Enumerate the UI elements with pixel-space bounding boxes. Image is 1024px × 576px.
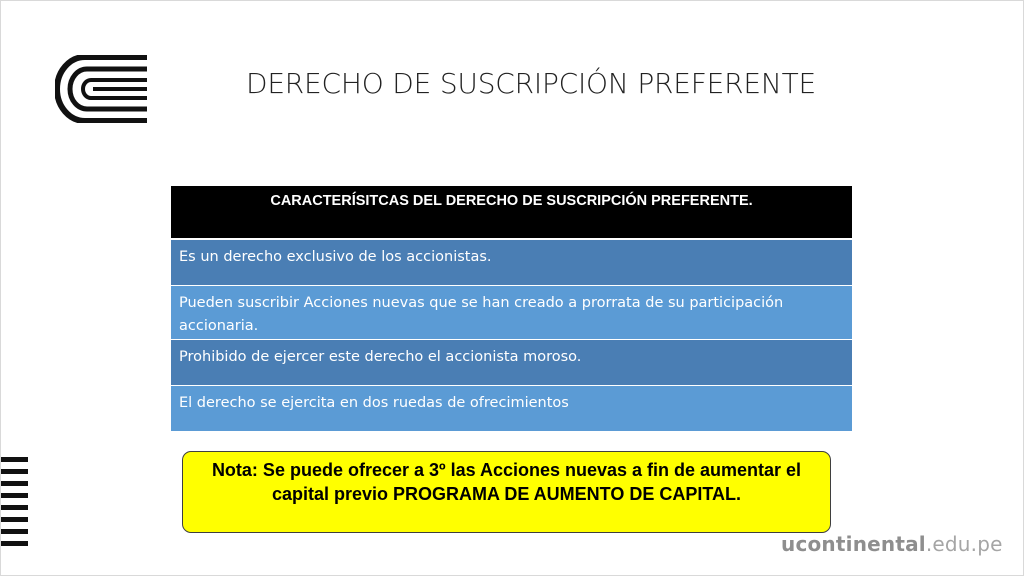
note-box: Nota: Se puede ofrecer a 3º las Acciones nuevas a fin de aumentar el capital previo PROGRAMA DE AUMENTO DE CAPITAL. bbox=[182, 451, 831, 533]
table-header: CARACTERÍSITCAS DEL DERECHO DE SUSCRIPCIÓN PREFERENTE. bbox=[171, 186, 852, 240]
brand-watermark bbox=[781, 532, 1003, 556]
slide-title: DERECHO DE SUSCRIPCIÓN PREFERENTE bbox=[245, 67, 817, 100]
table-row: Pueden suscribir Acciones nuevas que se han creado a prorrata de su participación accionaria. bbox=[171, 286, 852, 340]
characteristics-table bbox=[171, 186, 852, 431]
stripes-decoration-icon bbox=[1, 457, 29, 547]
table-row: Prohibido de ejercer este derecho el accionista moroso. bbox=[171, 340, 852, 386]
table-row: El derecho se ejercita en dos ruedas de ofrecimientos bbox=[171, 386, 852, 431]
ucontinental-logo-icon bbox=[55, 55, 147, 123]
table-row: Es un derecho exclusivo de los accionistas. bbox=[171, 240, 852, 286]
brand-name: ucontinental bbox=[781, 532, 926, 556]
brand-domain: .edu.pe bbox=[925, 532, 1003, 556]
